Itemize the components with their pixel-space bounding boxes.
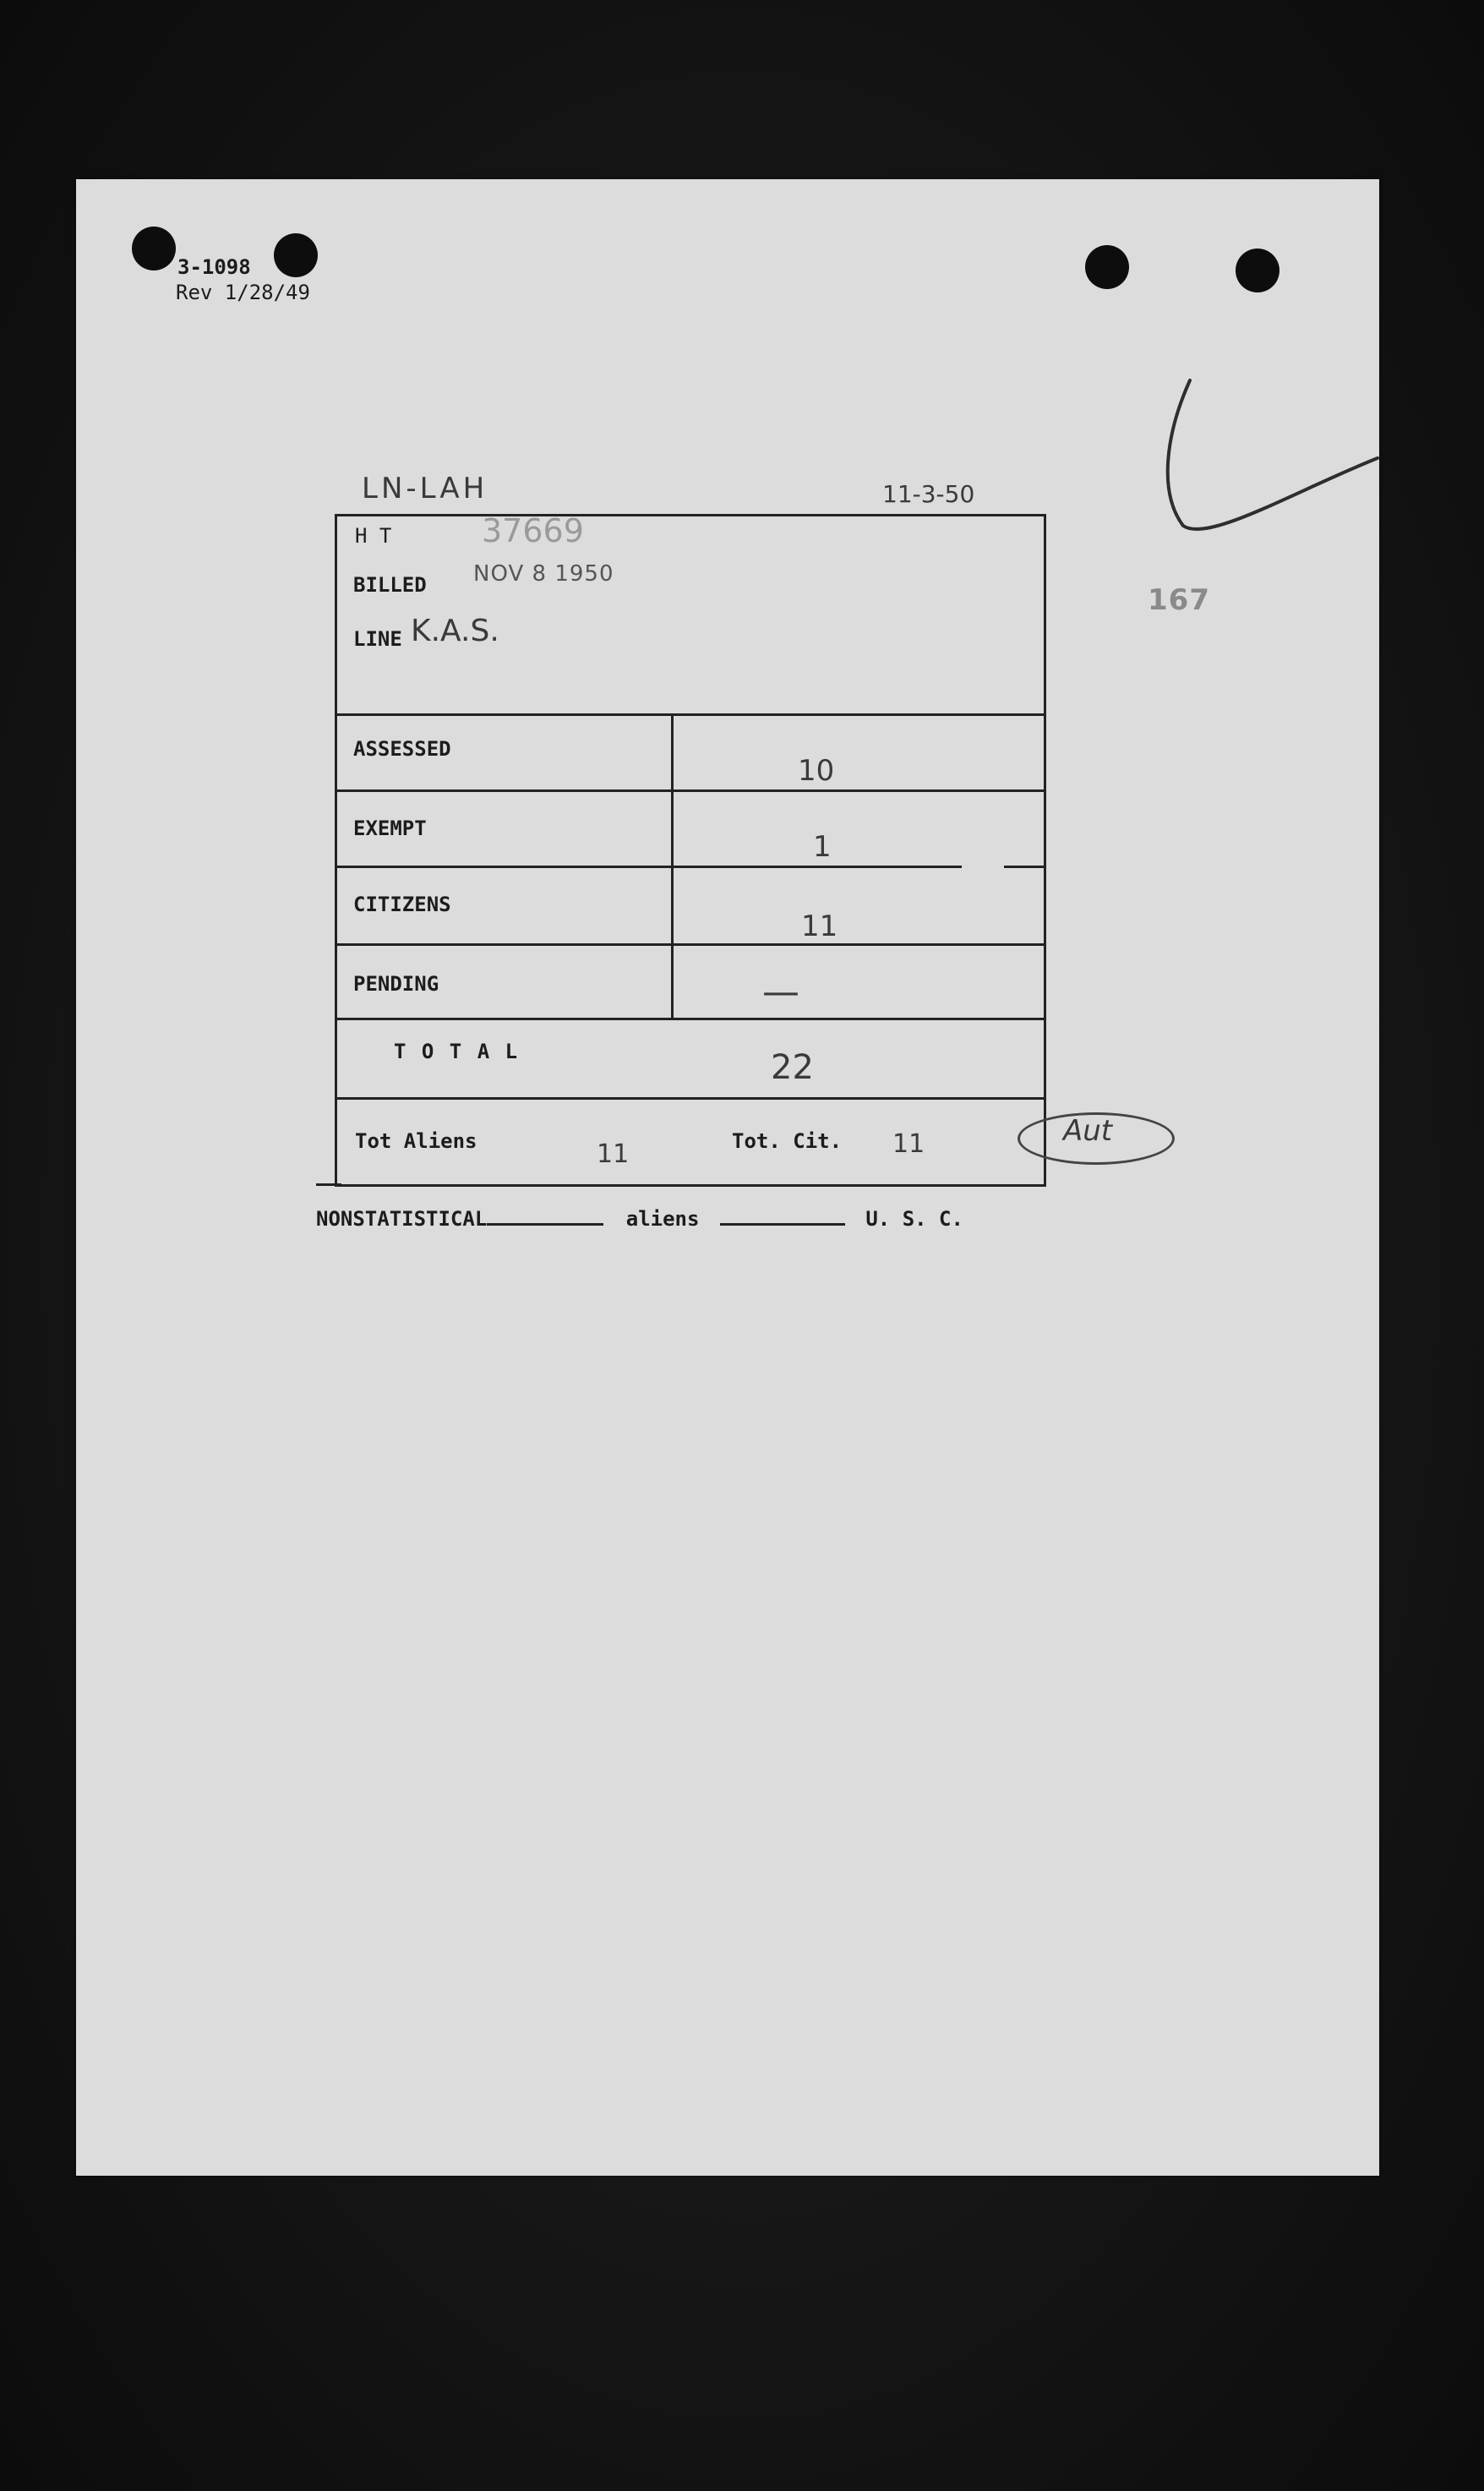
divider-assessed xyxy=(335,789,1046,792)
billed-date-stamp: NOV 8 1950 xyxy=(473,561,614,587)
assessed-label: ASSESSED xyxy=(353,737,451,761)
line-value: K.A.S. xyxy=(411,614,499,648)
handwritten-date: 11-3-50 xyxy=(882,480,975,508)
total-value: 22 xyxy=(771,1048,814,1087)
ht-value: 37669 xyxy=(482,512,584,549)
aliens-label: aliens xyxy=(625,1207,700,1231)
form-number: 3-1098 xyxy=(177,255,251,279)
form-revision: Rev 1/28/49 xyxy=(176,281,310,304)
exempt-label: EXEMPT xyxy=(353,817,427,840)
divider-exempt-tail xyxy=(1004,866,1046,868)
usc-label: U. S. C. xyxy=(865,1207,963,1231)
tot-cit-value: 11 xyxy=(892,1129,925,1159)
divider-total xyxy=(335,1097,1046,1100)
aliens-blank xyxy=(720,1223,845,1226)
nonstatistical-line xyxy=(316,1207,963,1231)
ht-label: H T xyxy=(355,524,392,548)
divider-bottom-extend xyxy=(316,1183,341,1186)
divider-pending xyxy=(335,1018,1046,1020)
exempt-value: 1 xyxy=(813,830,832,864)
total-label: T O T A L xyxy=(394,1040,520,1063)
tot-cit-label: Tot. Cit. xyxy=(732,1129,843,1153)
citizens-value: 11 xyxy=(801,910,838,943)
line-label: LINE xyxy=(353,627,402,651)
ship-code: LN-LAH xyxy=(362,472,488,505)
nonstatistical-label: NONSTATISTICAL xyxy=(316,1207,488,1231)
pending-label: PENDING xyxy=(353,972,439,996)
divider-exempt xyxy=(335,866,962,868)
divider-citizens xyxy=(335,943,1046,946)
assessed-value: 10 xyxy=(798,754,835,788)
citizens-label: CITIZENS xyxy=(353,893,451,916)
pending-value: — xyxy=(762,970,799,1013)
tot-aliens-label: Tot Aliens xyxy=(355,1129,477,1153)
billed-label: BILLED xyxy=(353,573,427,597)
page-number-stamp: 167 xyxy=(1148,583,1210,617)
initials: Aut xyxy=(1063,1114,1113,1148)
column-divider xyxy=(671,713,674,1018)
nonstatistical-blank xyxy=(487,1223,603,1226)
tot-aliens-value: 11 xyxy=(597,1139,630,1169)
divider-header xyxy=(335,713,1046,716)
